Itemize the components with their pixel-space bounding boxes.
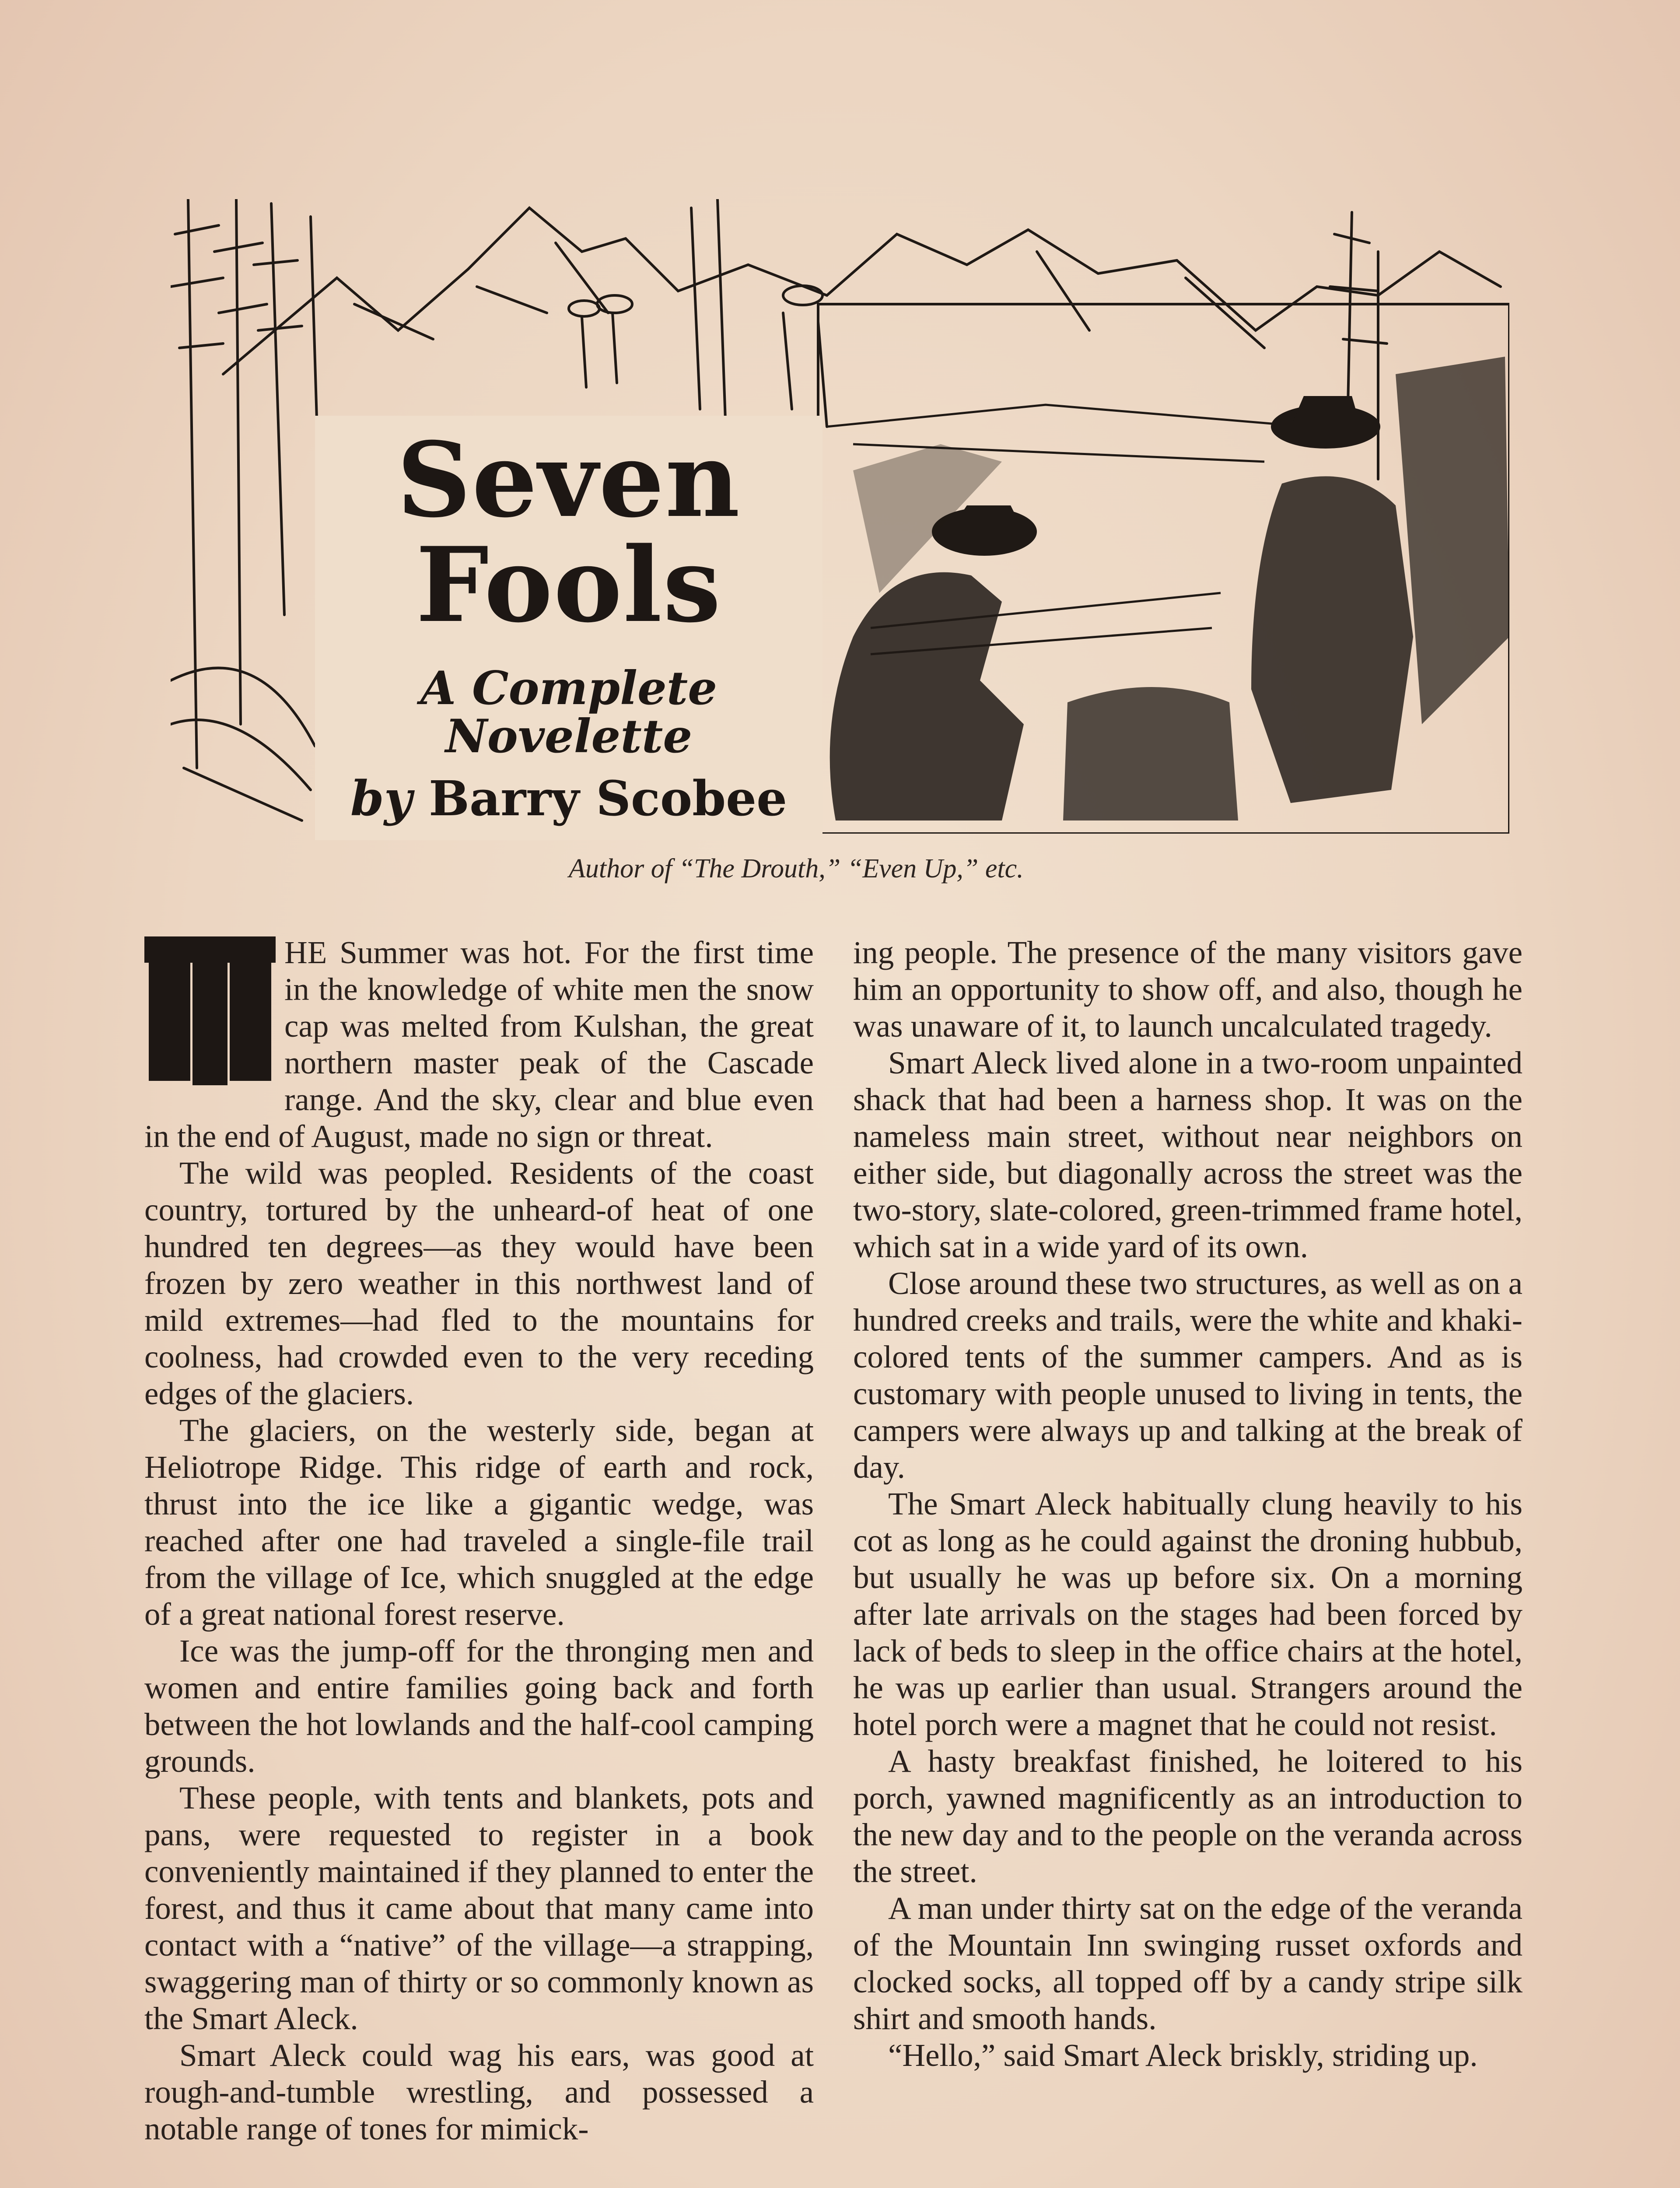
story-title-line-2: Fools [416, 525, 722, 645]
rock-icon [1063, 687, 1238, 820]
story-title-line-1: Seven [396, 420, 741, 540]
paragraph: A hasty breakfast finished, he loitered to his porch, yawned magnificently as an introduction to the new day and to the people on the veranda across the street. [853, 1743, 1522, 1889]
byline-author: Barry Scobee [429, 770, 788, 827]
paragraph: HE Summer was hot. For the first time in the knowledge of white men the snow cap was melted from Kulshan, the great northern master peak of the Cascade range. And the sky, clear and blue even in the end of August, made no sign or threat. [144, 935, 814, 1154]
paragraph: A man under thirty sat on the edge of the veranda of the Mountain Inn swinging russet oxfords and clocked socks, all topped off by a candy stripe silk shirt and smooth hands. [853, 1890, 1522, 2036]
mountain-range-icon [223, 208, 1501, 374]
subtitle-line-1: A Complete [420, 661, 718, 715]
hiker-icon [582, 313, 827, 427]
paragraph: The glaciers, on the westerly side, began at Heliotrope Ridge. This ridge of earth and rock, thrust into the ice like a gigantic wedge, was reached after one had traveled a single-file trail from the village of Ice, which snuggled at the edge of a great national forest reserve. [144, 1413, 814, 1632]
drop-cap-t-icon [144, 936, 276, 1085]
paragraph: “Hello,” said Smart Aleck briskly, striding up. [888, 2037, 1478, 2073]
subtitle-line-2: Novelette [445, 709, 693, 763]
left-column [144, 934, 814, 2147]
paragraph: These people, with tents and blankets, pots and pans, were requested to register in a book conveniently maintained if they planned to enter the forest, and thus it came about that many came into contact with a “native” of the village—a strapping, swaggering man of thirty or so commonly known as the Smart Aleck. [144, 1780, 814, 2036]
byline [315, 770, 822, 827]
right-column [853, 934, 1522, 2074]
title-block [315, 416, 822, 840]
seated-man-icon [830, 572, 1024, 820]
paragraph: Close around these two structures, as well as on a hundred creeks and trails, were the white and khaki-colored tents of the summer campers. And as is customary with people unused to living in tents, the campers were always up and talking at the break of day. [853, 1266, 1522, 1485]
paragraph: The wild was peopled. Residents of the coast country, tortured by the unheard-of heat of one hundred ten degrees—as they would have been frozen by zero weather in this northwest land of mild extremes—had fled to the mountains for coolness, had crowded even to the very receding edges of the glaciers. [144, 1155, 814, 1411]
standing-man-icon [1251, 476, 1413, 803]
drop-cap-letter [144, 936, 276, 1085]
paragraph: Ice was the jump-off for the thronging men and women and entire families going back and forth between the hot lowlands and the half-cool camping grounds. [144, 1633, 814, 1779]
paragraph: The Smart Aleck habitually clung heavily to his cot as long as he could against the droning hubbub, but usually he was up before six. On a morning after late arrivals on the stages had been forced by lack of beds to sleep in the office chairs at the hotel, he was up earlier than usual. Strangers around the hotel porch were a magnet that he could not resist. [853, 1486, 1522, 1742]
paragraph: Smart Aleck lived alone in a two-room unpainted shack that had been a harness shop. It was on the nameless main street, without near neighbors on either side, but diagonally across the street was the two-story, slate-colored, green-trimmed frame hotel, which sat in a wide yard of its own. [853, 1045, 1522, 1264]
author-credit: Author of “The Drouth,” “Even Up,” etc. [569, 854, 1024, 884]
paragraph: Smart Aleck could wag his ears, was good at rough-and-tumble wrestling, and possessed a notable range of tones for mimick- [144, 2037, 814, 2146]
byline-by: by [350, 770, 412, 827]
paragraph: ing people. The presence of the many visitors gave him an opportunity to show off, and also, though he was unaware of it, to launch uncalculated tragedy. [853, 935, 1522, 1044]
